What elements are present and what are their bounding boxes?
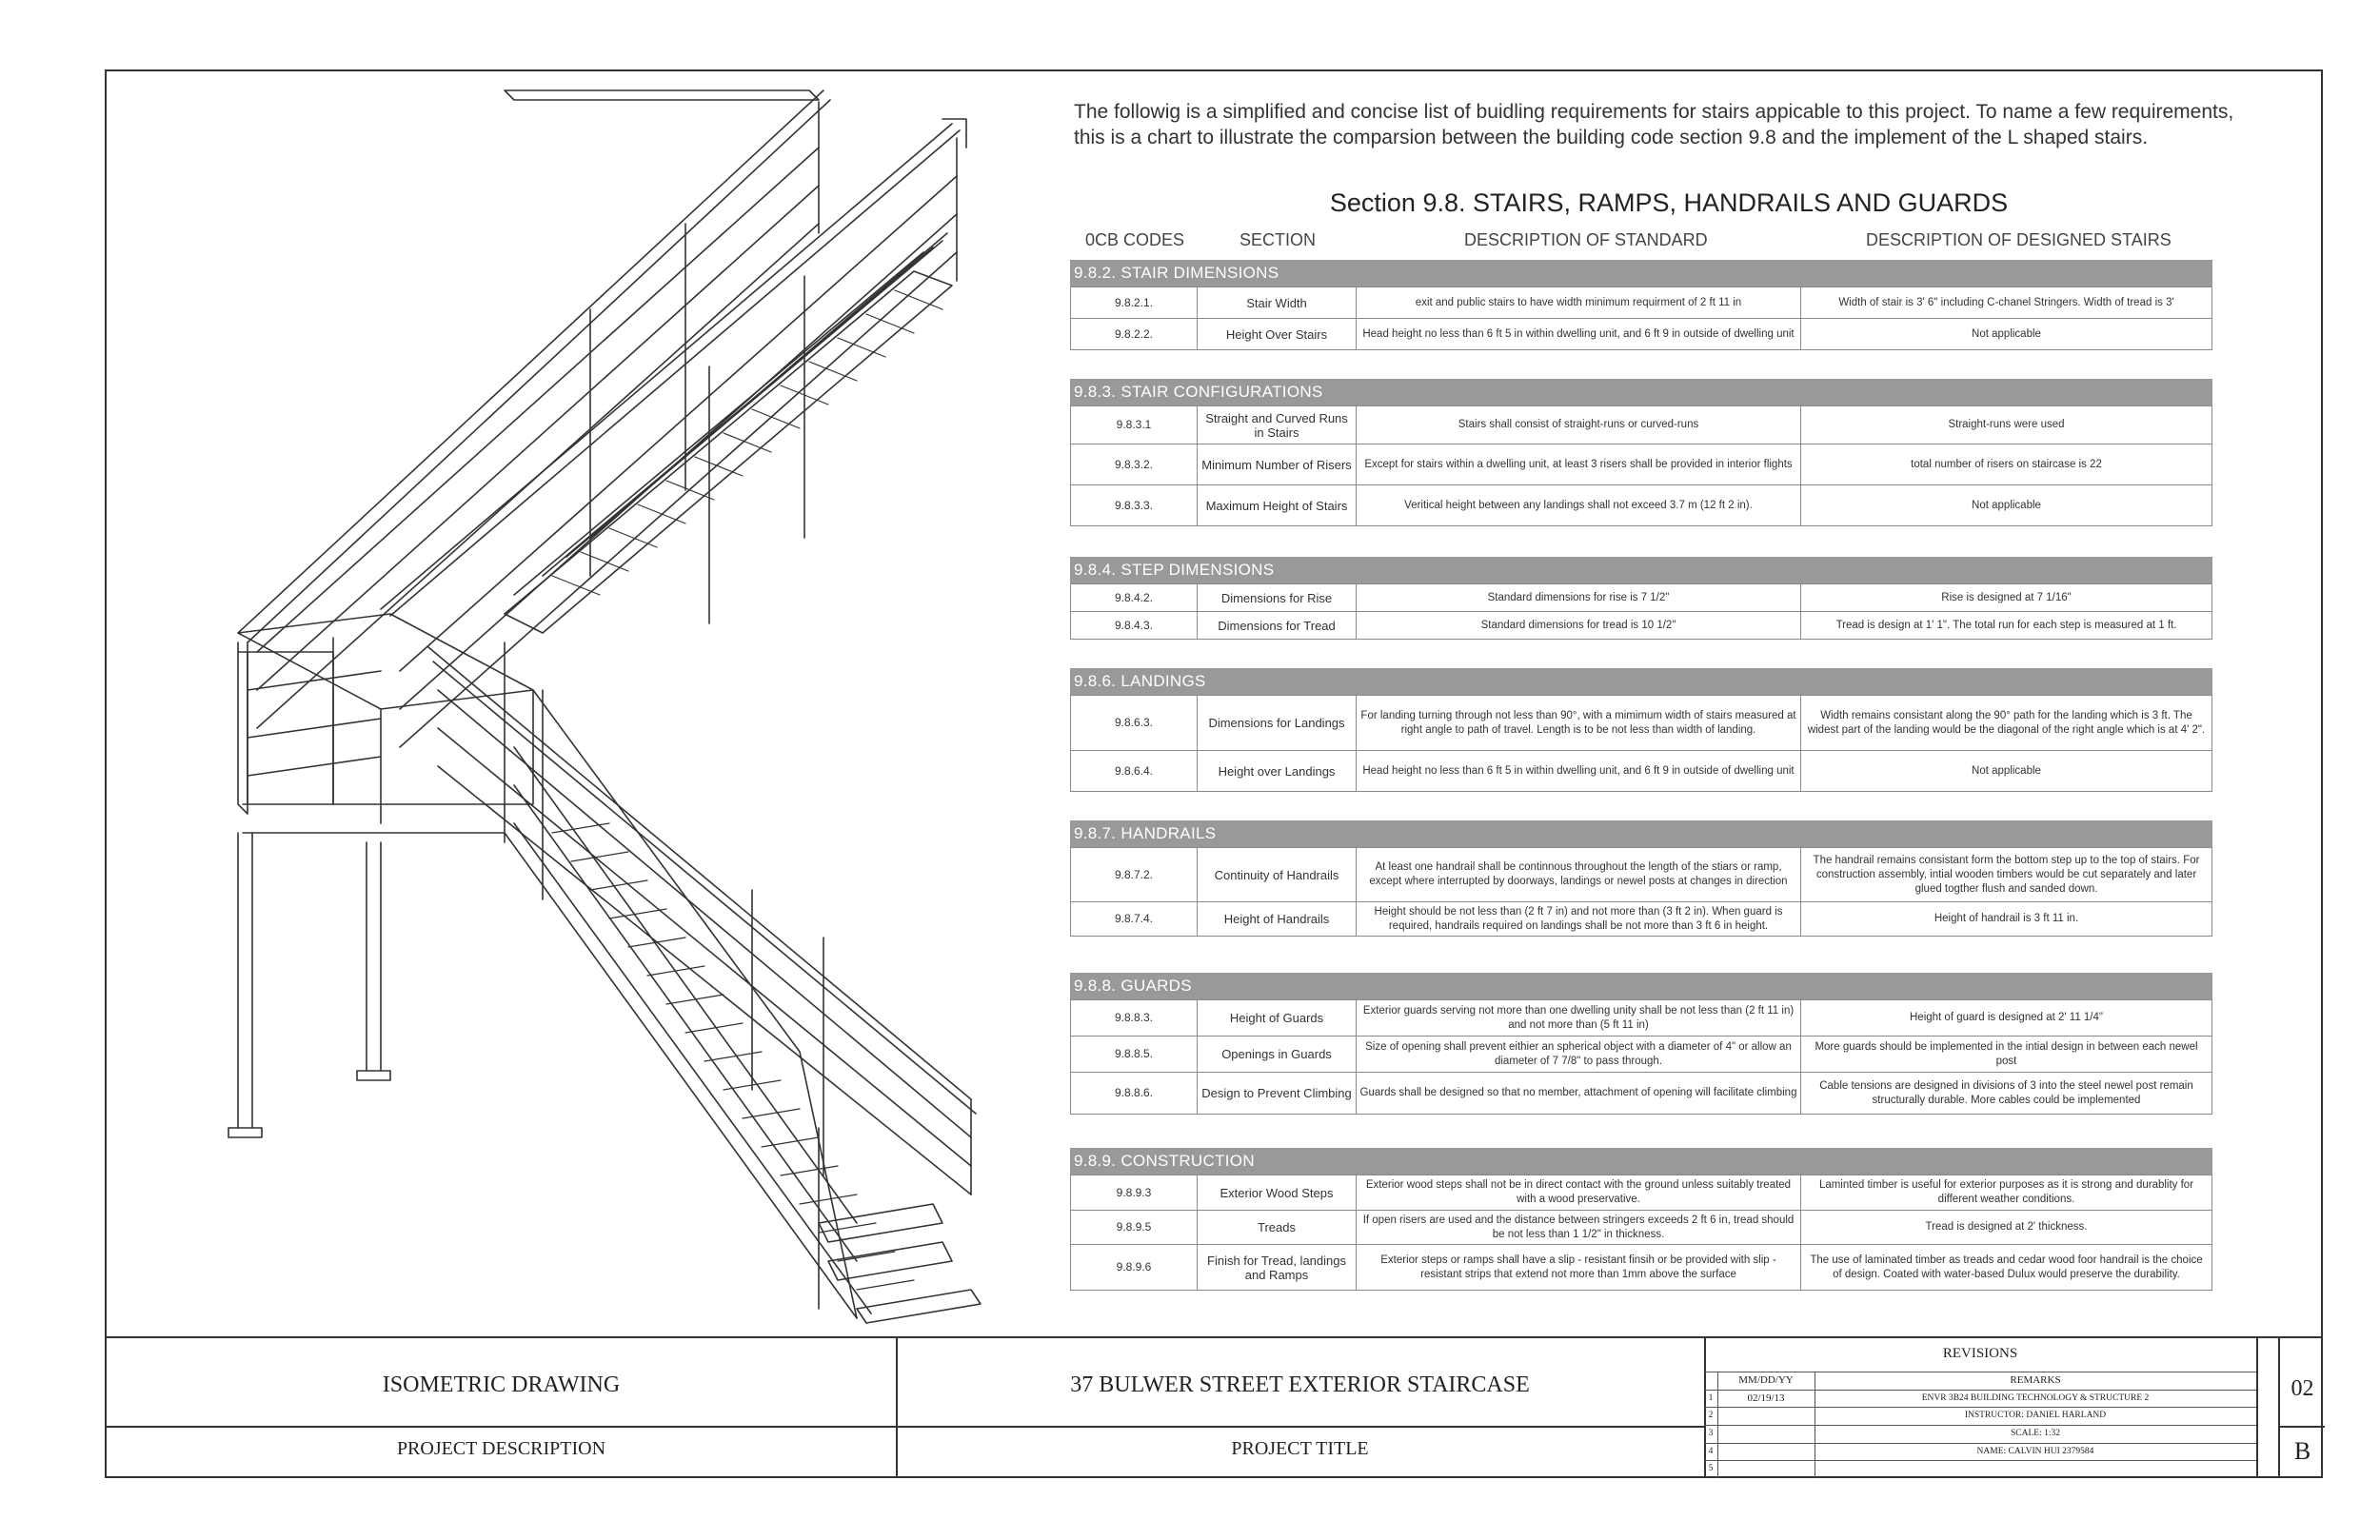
group-title: 9.8.3. STAIR CONFIGURATIONS [1070,379,2212,405]
section-title: Section 9.8. STAIRS, RAMPS, HANDRAILS AND GUARDS [1329,188,2009,217]
section-cell: Height of Guards [1198,1000,1357,1037]
code-cell: 9.8.2.1. [1071,287,1198,319]
group-stair-configurations [1070,379,2212,526]
standard-cell: Standard dimensions for rise is 7 1/2" [1357,584,1801,612]
col-standard: DESCRIPTION OF STANDARD [1464,230,1708,249]
table-row [1071,444,2212,485]
designed-cell: Cable tensions are designed in divisions of 3 into the steel newel post remain structurally durable. More cables could be implemented [1801,1073,2212,1115]
code-cell: 9.8.2.2. [1071,319,1198,350]
code-table [1070,405,2212,526]
remark-line: INSTRUCTOR: DANIEL HARLAND [1964,1411,2107,1420]
designed-cell: Straight-runs were used [1801,406,2212,444]
group-stair-dimensions [1070,260,2212,350]
standard-cell: Height should be not less than (2 ft 7 in) and not more than (3 ft 2 in). When guard is required, handrails required on landings shall be not more than 3 ft 6 in height. [1357,902,1801,937]
column-headers [1074,228,2214,253]
code-cell: 9.8.8.3. [1071,1000,1198,1037]
code-table [1070,999,2212,1115]
group-title: 9.8.6. LANDINGS [1070,668,2212,695]
rev-number: 2 [1708,1411,1714,1420]
section-cell: Minimum Number of Risers [1198,444,1357,485]
code-cell: 9.8.3.3. [1071,485,1198,526]
code-cell: 9.8.8.6. [1071,1073,1198,1115]
remark-line: NAME: CALVIN HUI 2379584 [1976,1447,2094,1456]
rev-date: 02/19/13 [1747,1392,1785,1404]
code-table [1070,583,2212,640]
project-title: 37 BULWER STREET EXTERIOR STAIRCASE [1070,1372,1530,1397]
standard-cell: If open risers are used and the distance between stringers exceeds 2 ft 6 in, tread should be not less than 1 1/2" in thickness. [1357,1211,1801,1245]
table-row [1071,1175,2212,1211]
date-header: MM/DD/YY [1738,1374,1794,1386]
col-codes: 0CB CODES [1085,230,1185,249]
designed-cell: Not applicable [1801,319,2212,350]
table-row [1071,1000,2212,1037]
section-cell: Design to Prevent Climbing [1198,1073,1357,1115]
code-table [1070,1175,2212,1291]
table-row [1071,584,2212,612]
standard-cell: Except for stairs within a dwelling unit, at least 3 risers shall be provided in interior flights [1357,444,1801,485]
group-title: 9.8.9. CONSTRUCTION [1070,1148,2212,1175]
standard-cell: Stairs shall consist of straight-runs or curved-runs [1357,406,1801,444]
group-construction [1070,1148,2212,1291]
designed-cell: Height of guard is designed at 2' 11 1/4" [1801,1000,2212,1037]
code-cell: 9.8.9.3 [1071,1175,1198,1211]
code-cell: 9.8.3.2. [1071,444,1198,485]
table-row [1071,751,2212,792]
rev-number: 1 [1708,1393,1714,1403]
standard-cell: Exterior wood steps shall not be in direct contact with the ground unless suitably treated with a wood preservative. [1357,1175,1801,1211]
group-handrails [1070,820,2212,937]
designed-cell: Not applicable [1801,751,2212,792]
table-row [1071,696,2212,751]
col-section: SECTION [1240,230,1317,249]
code-cell: 9.8.8.5. [1071,1037,1198,1073]
code-cell: 9.8.4.3. [1071,612,1198,640]
section-cell: Continuity of Handrails [1198,848,1357,902]
designed-cell: Tread is design at 1' 1". The total run for each step is measured at 1 ft. [1801,612,2212,640]
standard-cell: At least one handrail shall be continnous throughout the length of the stiars or ramp, except where interrupted by doorways, landings or newel posts at changes in direction [1357,848,1801,902]
remark-line: SCALE: 1:32 [2011,1429,2060,1438]
standard-cell: Head height no less than 6 ft 5 in within dwelling unit, and 6 ft 9 in outside of dwelling unit [1357,319,1801,350]
revisions-label: REVISIONS [1942,1346,2018,1361]
drawing-title: ISOMETRIC DRAWING [382,1372,621,1397]
designed-cell: Not applicable [1801,485,2212,526]
drawing-label: PROJECT DESCRIPTION [396,1438,606,1459]
section-cell: Dimensions for Rise [1198,584,1357,612]
designed-cell: Width remains consistant along the 90° path for the landing which is 3 ft. The widest part of the landing would be the diagonal of the right angle which is at 4' 2". [1801,696,2212,751]
table-row [1071,406,2212,444]
title-block [105,1336,2323,1478]
section-cell: Height over Landings [1198,751,1357,792]
revisions-grid [1704,1372,2256,1478]
rev-number: 4 [1708,1447,1714,1456]
designed-cell: total number of risers on staircase is 22 [1801,444,2212,485]
code-cell: 9.8.6.3. [1071,696,1198,751]
section-cell: Exterior Wood Steps [1198,1175,1357,1211]
section-cell: Maximum Height of Stairs [1198,485,1357,526]
group-guards [1070,973,2212,1115]
table-row [1071,319,2212,350]
code-cell: 9.8.6.4. [1071,751,1198,792]
section-cell: Stair Width [1198,287,1357,319]
table-row [1071,287,2212,319]
section-cell: Openings in Guards [1198,1037,1357,1073]
table-row [1071,848,2212,902]
group-title: 9.8.8. GUARDS [1070,973,2212,999]
standard-cell: Size of opening shall prevent eithier an spherical object with a diameter of 4" or allow an diameter of 7 7/8" to pass through. [1357,1037,1801,1073]
designed-cell: Tread is designed at 2' thickness. [1801,1211,2212,1245]
standard-cell: Exterior guards serving not more than one dwelling unity shall be not less than (2 ft 11 in) and not more than (5 ft 11 in) [1357,1000,1801,1037]
designed-cell: Height of handrail is 3 ft 11 in. [1801,902,2212,937]
group-step-dimensions [1070,557,2212,640]
standard-cell: For landing turning through not less than 90°, with a mimimum width of stairs measured at right angle to path of travel. Length is to be not less than width of landing. [1357,696,1801,751]
standard-cell: Standard dimensions for tread is 10 1/2" [1357,612,1801,640]
table-row [1071,485,2212,526]
remarks-header: REMARKS [2010,1374,2061,1386]
code-table [1070,695,2212,792]
standard-cell: Veritical height between any landings shall not exceed 3.7 m (12 ft 2 in). [1357,485,1801,526]
designed-cell: The use of laminated timber as treads and cedar wood foor handrail is the choice of design. Coated with water-based Dulux would preserve the durability. [1801,1245,2212,1291]
code-cell: 9.8.9.5 [1071,1211,1198,1245]
designed-cell: Width of stair is 3' 6" including C-chanel Stringers. Width of tread is 3' [1801,287,2212,319]
designed-cell: More guards should be implemented in the intial design in between each newel post [1801,1037,2212,1073]
table-row [1071,902,2212,937]
rev-number: 5 [1708,1464,1714,1473]
code-table [1070,847,2212,937]
table-row [1071,1211,2212,1245]
code-cell: 9.8.7.4. [1071,902,1198,937]
table-row [1071,612,2212,640]
designed-cell: The handrail remains consistant form the bottom step up to the top of stairs. For construction assembly, intial wooden timbers would be cut separately and later glued togther flush and sanded down. [1801,848,2212,902]
section-cell: Treads [1198,1211,1357,1245]
intro-paragraph: The followig is a simplified and concise list of buidling requirements for stairs appicable to this project. To name a few requirements, this is a chart to illustrate the comparsion between the building code section 9.8 and the implement of the L shaped stairs. [1074,101,2234,148]
col-designed: DESCRIPTION OF DESIGNED STAIRS [1866,230,2172,249]
standard-cell: Exterior steps or ramps shall have a slip - resistant finsih or be provided with slip - resistant strips that extend not more than 1mm above the surface [1357,1245,1801,1291]
rev-number: 3 [1708,1429,1714,1438]
section-cell: Finish for Tread, landings and Ramps [1198,1245,1357,1291]
designed-cell: Laminted timber is useful for exterior purposes as it is strong and durablity for different weather conditions. [1801,1175,2212,1211]
group-title: 9.8.4. STEP DIMENSIONS [1070,557,2212,583]
section-cell: Dimensions for Tread [1198,612,1357,640]
group-landings [1070,668,2212,792]
code-cell: 9.8.7.2. [1071,848,1198,902]
table-row [1071,1073,2212,1115]
standard-cell: exit and public stairs to have width minimum requirment of 2 ft 11 in [1357,287,1801,319]
section-cell: Straight and Curved Runs in Stairs [1198,406,1357,444]
remark-line: ENVR 3B24 BUILDING TECHNOLOGY & STRUCTURE 2 [1921,1393,2150,1403]
standard-cell: Head height no less than 6 ft 5 in within dwelling unit, and 6 ft 9 in outside of dwelling unit [1357,751,1801,792]
project-label: PROJECT TITLE [1231,1438,1369,1459]
code-cell: 9.8.3.1 [1071,406,1198,444]
table-row [1071,1037,2212,1073]
table-row [1071,1245,2212,1291]
section-cell: Dimensions for Landings [1198,696,1357,751]
standard-cell: Guards shall be designed so that no member, attachment of opening will facilitate climbing [1357,1073,1801,1115]
code-table [1070,286,2212,350]
group-title: 9.8.2. STAIR DIMENSIONS [1070,260,2212,286]
group-title: 9.8.7. HANDRAILS [1070,820,2212,847]
isometric-staircase-drawing [190,81,1000,1328]
code-cell: 9.8.4.2. [1071,584,1198,612]
code-cell: 9.8.9.6 [1071,1245,1198,1291]
section-cell: Height of Handrails [1198,902,1357,937]
sheet-letter: B [2293,1437,2311,1465]
designed-cell: Rise is designed at 7 1/16" [1801,584,2212,612]
sheet-number: 02 [2291,1376,2314,1401]
section-cell: Height Over Stairs [1198,319,1357,350]
